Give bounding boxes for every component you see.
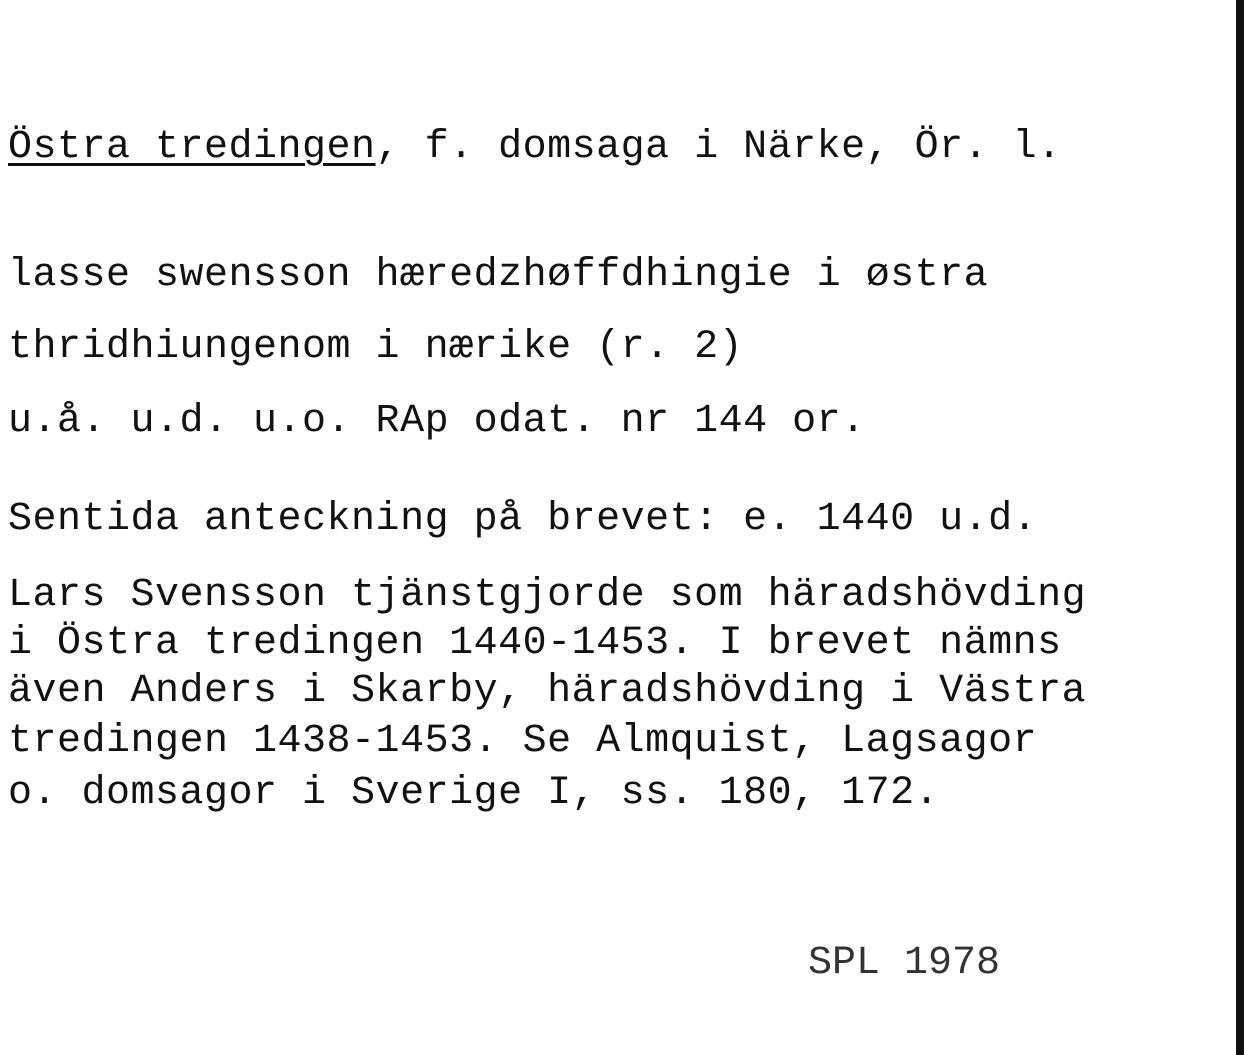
transcription-line-1: lasse swensson hæredzhøffdhingie i østra [8,253,989,298]
signature: SPL 1978 [808,941,1001,986]
transcription-line-2: thridhiungenom i nærike (r. 2) [8,325,744,370]
transcription-line-3: u.å. u.d. u.o. RAp odat. nr 144 or. [8,399,866,444]
commentary-line-5: o. domsagor i Sverige I, ss. 180, 172. [8,771,940,816]
commentary-line-4: tredingen 1438-1453. Se Almquist, Lagsagor [8,719,1038,764]
card-heading [8,124,1062,172]
commentary-line-3: även Anders i Skarby, häradshövding i Västra [8,669,1087,714]
card-edge-border [1236,0,1244,1055]
commentary-line-2: i Östra tredingen 1440-1453. I brevet nämns [8,621,1062,666]
heading-description: , f. domsaga i Närke, Ör. l. [375,125,1062,170]
place-name: Östra tredingen [8,125,376,170]
commentary-line-1: Lars Svensson tjänstgjorde som häradshövding [8,573,1087,618]
later-note: Sentida anteckning på brevet: e. 1440 u.d. [8,497,1038,542]
